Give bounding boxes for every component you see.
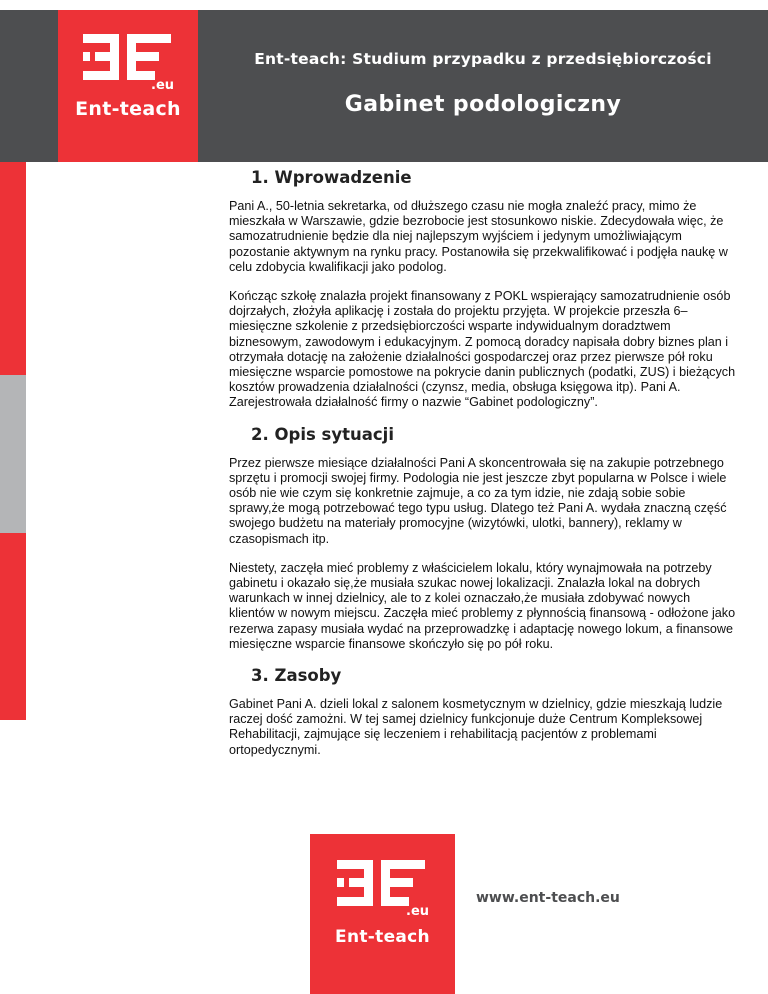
ent-teach-logo-footer bbox=[310, 834, 455, 994]
paragraph: Pani A., 50-letnia sekretarka, od dłuższego czasu nie mogła znaleźć pracy, mimo że mieszkała w Warszawie, gdzie bezrobocie jest stosunkowo niskie. Zdecydowała więc, że samozatrudnienie będzie dla niej najlepszym wyjściem i jedynym umożliwiającym pozostanie aktywnym na rynku pracy. Postanowiła się przekwalifikować i podjęła naukę w celu zdobycia kwalifikacji jako podolog. bbox=[229, 199, 728, 274]
logo-domain-suffix: .eu bbox=[406, 904, 430, 919]
section-introduction bbox=[229, 168, 739, 411]
paragraph: Gabinet Pani A. dzieli lokal z salonem kosmetycznym w dzielnicy, gdzie mieszkają ludzie raczej dość zamożni. W tej samej dzielnicy funkcjonuje duże Centrum Kompleksowej Rehabilitacji, zajmujące się leczeniem i rehabilitacją pacjentów z problemami ortopedycznymi. bbox=[229, 697, 723, 757]
side-accent-bar-red bbox=[0, 162, 26, 375]
section-heading: 2. Opis sytuacji bbox=[251, 424, 394, 444]
3e-logo-icon bbox=[337, 860, 427, 906]
paragraph: Niestety, zaczęła mieć problemy z właścicielem lokalu, który wynajmowała na potrzeby gabinetu i okazało się,że musiała szukac nowej lokalizacji. Znalazła lokal na dobrych warunkach w innej dzielnicy, ale to z kolei oznaczało,że musiała zdobywać nowych klientów w nowym miejscu. Zaczęła mieć problemy z płynnością finansową - odłożone jako rezerwa zapasy musiała wydać na przeprowadzkę i adaptację nowego lokum, a finansowe miesięczne wsparcie finansowe skończyło się po pół roku. bbox=[229, 560, 736, 651]
section-heading: 1. Wprowadzenie bbox=[251, 168, 412, 187]
section-resources bbox=[229, 666, 739, 758]
document-subtitle: Ent-teach: Studium przypadku z przedsiębiorczości bbox=[254, 50, 712, 68]
paragraph: Kończąc szkołę znalazła projekt finansowany z POKL wspierający samozatrudnienie osób dojrzałych, złożyła aplikację i została do projektu przyjęta. W projekcie przeszła 6–miesięczne szkolenie z przedsiębiorczości wsparte indywidualnym doradztwem biznesowym, zawodowym i edukacyjnym. Z pomocą doradcy napisała dobry biznes plan i otrzymała dotację na założenie działalności gospodarczej oraz przez pierwsze pół roku miesięczne wsparcie pomostowe na pokrycie danin publicznych (podatki, ZUS) i bieżących kosztów prowadzenia działalności (czynsz, media, obsługa księgowa itp). Pani A. Zarejestrowała działalność firmy o nazwie “Gabinet podologiczny”. bbox=[229, 289, 736, 410]
side-accent-bar-gray bbox=[0, 375, 26, 533]
document-title: Gabinet podologiczny bbox=[344, 92, 622, 117]
website-link[interactable]: www.ent-teach.eu bbox=[476, 890, 620, 906]
side-accent-bar-red-lower bbox=[0, 533, 26, 720]
logo-brand-name: Ent-teach bbox=[335, 927, 430, 947]
logo-brand-name: Ent-teach bbox=[75, 98, 181, 120]
section-situation bbox=[229, 425, 739, 652]
ent-teach-logo bbox=[58, 10, 198, 162]
document-body bbox=[229, 168, 739, 772]
paragraph: Przez pierwsze miesiące działalności Pani A skoncentrowała się na zakupie potrzebnego sprzętu i promocji swojej firmy. Podologia nie jest jeszcze zbyt popularna w Polsce i wiele osób nie wie czym się konkretnie zajmuje, a co za tym idzie, nie zdają sobie sobie sprawy,że mogą potrzebować tego typu usług. Dlatego też Pani A. wydała znaczną część swojego budżetu na materiały promocyjne (wizytówki, ulotki, bannery), reklamy w czasopismach itp. bbox=[229, 455, 727, 546]
section-heading: 3. Zasoby bbox=[251, 666, 342, 686]
logo-domain-suffix: .eu bbox=[151, 78, 175, 93]
3e-logo-icon bbox=[83, 34, 173, 80]
